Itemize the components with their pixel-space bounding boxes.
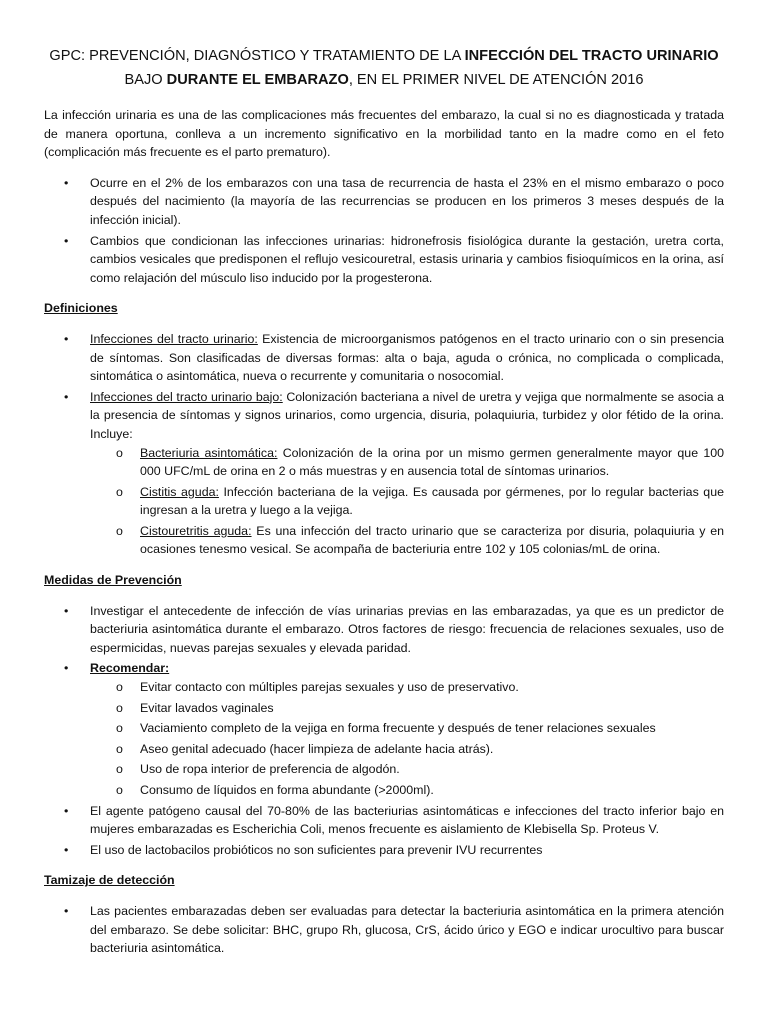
list-item	[44, 841, 724, 860]
sub-list-item	[90, 522, 724, 559]
sub-bullet-icon: o	[116, 484, 123, 499]
sub-list-item	[90, 699, 724, 718]
sub-bullet-icon: o	[116, 783, 123, 797]
list-item	[44, 802, 724, 839]
definition-text: Infección bacteriana de la vejiga. Es causada por gérmenes, por lo regular bacterias que ingresan a la uretra y luego a la vejiga.	[140, 484, 724, 518]
sub-bullet-icon: o	[116, 762, 123, 777]
list-item-text: El agente patógeno causal del 70-80% de las bacteriurias asintomáticas e infecciones del tracto inferior bajo en mujeres embarazadas es Escherichia Coli, menos frecuente es aislamiento de Klebisella Sp. Proteus V.	[90, 803, 724, 837]
title-part-a: GPC: PREVENCIÓN, DIAGNÓSTICO Y TRATAMIENTO DE LA	[49, 48, 465, 64]
bullet-icon: •	[64, 803, 69, 818]
sub-list-item	[90, 781, 724, 800]
section-heading-definiciones: Definiciones	[44, 301, 118, 316]
sub-list-item	[90, 760, 724, 779]
definiciones-list	[44, 330, 724, 559]
bullet-icon: •	[64, 603, 69, 618]
bullet-icon: •	[64, 233, 69, 248]
definition-text: Colonización de la orina por un mismo germen generalmente mayor que 100 000 UFC/mL de orina en 2 o más muestras y en ausencia total de síntomas urinarios.	[140, 445, 724, 479]
sub-bullet-icon: o	[116, 700, 123, 715]
prevencion-list	[44, 602, 724, 860]
list-item	[44, 232, 724, 288]
bullet-icon: •	[64, 331, 69, 346]
sub-list-item-text: Evitar lavados vaginales	[140, 700, 274, 715]
tamizaje-list	[44, 902, 724, 958]
intro-paragraph: La infección urinaria es una de las complicaciones más frecuentes del embarazo, la cual si no es diagnosticada y tratada de manera oportuna, conlleva a un incremento significativo en la morbilidad tanto en la madre como en el feto (complicación más frecuente es el parto prematuro).	[44, 108, 724, 160]
definition-term: Infecciones del tracto urinario bajo:	[90, 389, 283, 404]
list-item-text: Ocurre en el 2% de los embarazos con una tasa de recurrencia de hasta el 23% en el mismo embarazo o poco después del nacimiento (la mayoría de las recurrencias se producen en los primeros 3 meses después de la infección inicial).	[90, 175, 724, 227]
intro-bullet-list	[44, 174, 724, 288]
list-item	[44, 602, 724, 658]
list-item-text: El uso de lactobacilos probióticos no son suficientes para prevenir IVU recurrentes	[90, 842, 543, 857]
definition-text: Existencia de microorganismos patógenos en el tracto urinario con o sin presencia de síntomas. Son clasificadas de diversas formas: alta o baja, aguda o crónica, no complicada o complicada, sintomática o asintomática, nueva o recurrente y comunitaria o nosocomial.	[90, 331, 725, 384]
list-item	[44, 659, 724, 799]
document-title	[44, 44, 724, 92]
definition-text: Colonización bacteriana a nivel de uretra y vejiga que normalmente se asocia a la presencia de síntomas y signos urinarios, como urgencia, disuria, polaquiuria, turbidez y olor fétido de la orina. Incluye:	[90, 389, 724, 441]
sub-list-item-text: Evitar contacto con múltiples parejas sexuales y uso de preservativo.	[140, 680, 519, 695]
bullet-icon: •	[64, 842, 69, 857]
sub-list-item-text: Consumo de líquidos en forma abundante (>2000ml).	[140, 783, 434, 797]
list-item	[44, 902, 724, 958]
sub-list-item	[90, 740, 724, 759]
sub-list-item	[90, 719, 724, 738]
sub-list-item-text: Vaciamiento completo de la vejiga en forma frecuente y después de tener relaciones sexuales	[140, 721, 656, 736]
list-item	[44, 330, 724, 386]
sub-list-item-text: Uso de ropa interior de preferencia de algodón.	[140, 762, 400, 777]
sub-list-item	[90, 678, 724, 697]
section-heading-prevencion: Medidas de Prevención	[44, 573, 182, 588]
definition-term: Cistouretritis aguda:	[140, 523, 252, 538]
sub-bullet-icon: o	[116, 523, 123, 538]
title-part-e: , EN EL PRIMER NIVEL DE ATENCIÓN 2016	[348, 72, 644, 88]
definition-term: Bacteriuria asintomática:	[140, 445, 278, 460]
definition-term: Cistitis aguda:	[140, 484, 219, 499]
title-part-c: BAJO	[124, 72, 167, 88]
sub-list-item-text: Aseo genital adecuado (hacer limpieza de adelante hacia atrás).	[140, 741, 494, 756]
list-item-text: Cambios que condicionan las infecciones urinarias: hidronefrosis fisiológica durante la gestación, uretra corta, cambios vesicales que predisponen el reflujo vesicouretral, estasis urinaria y cambios fisioquímicos en la orina, así como relajación del músculo liso inducido por la progesterona.	[90, 233, 724, 285]
list-item	[44, 174, 724, 230]
recomendar-label: Recomendar:	[90, 661, 170, 676]
title-part-d: DURANTE EL EMBARAZO	[166, 72, 349, 88]
bullet-icon: •	[64, 903, 69, 918]
list-item-text: Las pacientes embarazadas deben ser evaluadas para detectar la bacteriuria asintomática en la primera atención del embarazo. Se debe solicitar: BHC, grupo Rh, glucosa, CrS, ácido úrico y EGO e indicar urocultivo para buscar bacteriuria asintomática.	[90, 903, 724, 956]
sub-list-item	[90, 483, 724, 520]
sub-bullet-icon: o	[116, 680, 123, 695]
bullet-icon: •	[64, 661, 69, 676]
sub-bullet-icon: o	[116, 445, 123, 460]
sub-bullet-icon: o	[116, 741, 123, 756]
title-part-b: INFECCIÓN DEL TRACTO URINARIO	[464, 48, 719, 64]
definition-text: Es una infección del tracto urinario que se caracteriza por disuria, polaquiuria y en ocasiones tenesmo vesical. Se acompaña de bacteriuria entre 102 y 105 colonias/mL de orina.	[140, 523, 724, 557]
section-heading-tamizaje: Tamizaje de detección	[44, 873, 175, 888]
bullet-icon: •	[64, 389, 69, 404]
definition-sub-list	[90, 444, 724, 560]
sub-bullet-icon: o	[116, 721, 123, 736]
sub-list-item	[90, 444, 724, 481]
list-item-text: Investigar el antecedente de infección de vías urinarias previas en las embarazadas, ya que es un predictor de bacteriuria asintomática durante el embarazo. Otros factores de riesgo: frecuencia de relaciones sexuales, uso de espermicidas, nuevas parejas sexuales y elevada paridad.	[90, 603, 724, 655]
definition-term: Infecciones del tracto urinario:	[90, 331, 258, 346]
list-item	[44, 388, 724, 559]
bullet-icon: •	[64, 175, 69, 190]
recomendar-sub-list	[90, 678, 724, 800]
